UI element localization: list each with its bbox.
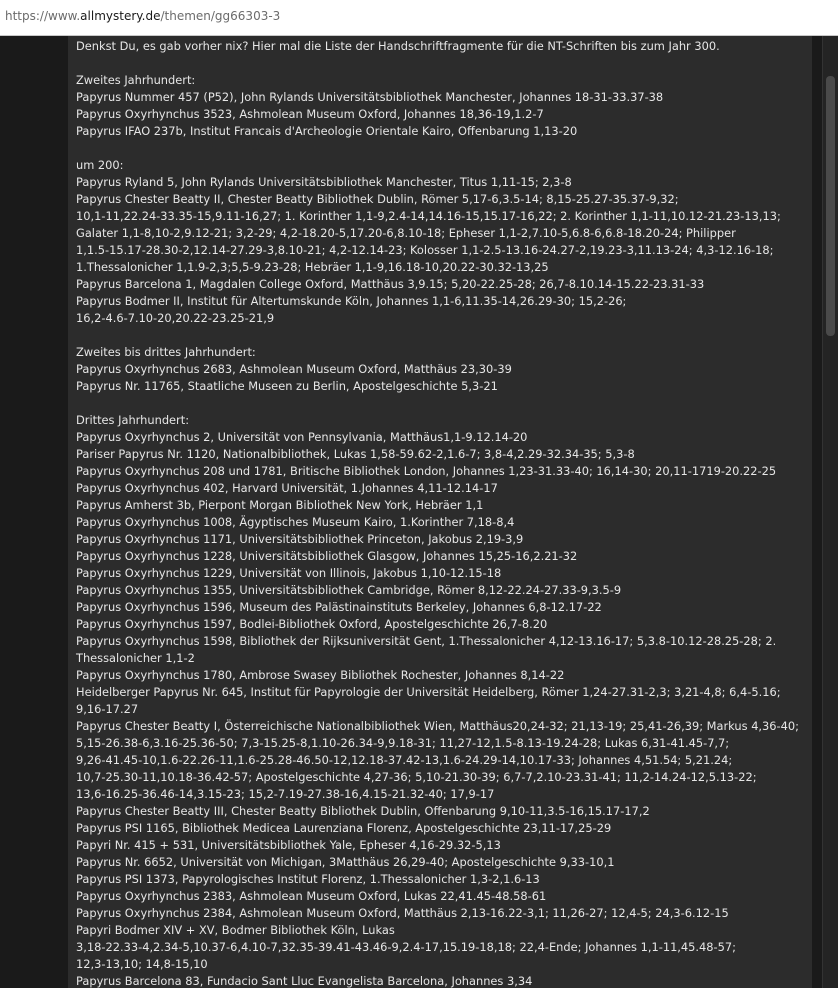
manuscript-entry: Papyrus IFAO 237b, Institut Francais d'Archeologie Orientale Kairo, Offenbarung 1,13-20 <box>76 124 578 138</box>
manuscript-entry: Papyrus PSI 1165, Bibliothek Medicea Laurenziana Florenz, Apostelgeschichte 23,11-17,25-29 <box>76 821 612 835</box>
post-body <box>76 38 806 988</box>
section-heading: um 200: <box>76 158 124 172</box>
manuscript-entry: 12,3-13,10; 14,8-15,10 <box>76 957 208 971</box>
manuscript-entry: Papyrus Nr. 6652, Universität von Michigan, 3Matthäus 26,29-40; Apostelgeschichte 9,33-10,1 <box>76 855 615 869</box>
url-path: /themen/gg66303-3 <box>160 9 281 23</box>
manuscript-entry: Papyrus Chester Beatty II, Chester Beatty Bibliothek Dublin, Römer 5,17-6,3.5-14; 8,15-25.27-35.37-9,32; <box>76 192 679 206</box>
manuscript-entry: Papyrus Oxyrhynchus 208 und 1781, Britische Bibliothek London, Johannes 1,23-31.33-40; 16,14-30; 20,11-1719-20.22-25 <box>76 464 777 478</box>
manuscript-entry: Papyrus Oxyrhynchus 2, Universität von Pennsylvania, Matthäus1,1-9.12.14-20 <box>76 430 528 444</box>
manuscript-entry: Galater 1,1-8,10-2,9.12-21; 3,2-29; 4,2-18.20-5,17.20-6,8.10-18; Epheser 1,1-2,7.10-5,6.8-6,6.8-18.20-24; Philipper <box>76 226 736 240</box>
manuscript-entry: 9,16-17.27 <box>76 702 139 716</box>
manuscript-entry: 10,1-11,22.24-33.35-15,9.11-16,27; 1. Korinther 1,1-9,2.4-14,14.16-15,15.17-16,22; 2. Korinther 1,1-11,10.12-21.23-13,13; <box>76 209 781 223</box>
vertical-scrollbar[interactable] <box>822 36 838 988</box>
manuscript-entry: 13,6-16.25-36.46-14,3.15-23; 15,2-7.19-27.38-16,4.15-21.32-40; 17,9-17 <box>76 787 495 801</box>
manuscript-entry: Heidelberger Papyrus Nr. 645, Institut für Papyrologie der Universität Heidelberg, Römer 1,24-27.31-2,3; 3,21-4,8; 6,4-5.16; <box>76 685 781 699</box>
forum-post <box>68 36 812 988</box>
manuscript-entry: Papyrus Oxyrhynchus 402, Harvard Universität, 1.Johannes 4,11-12.14-17 <box>76 481 498 495</box>
manuscript-entry: Papyrus Chester Beatty I, Österreichische Nationalbibliothek Wien, Matthäus20,24-32; 21,13-19; 25,41-26,39; Markus 4,36-40; <box>76 719 799 733</box>
manuscript-entry: Papyrus Oxyrhynchus 2384, Ashmolean Museum Oxford, Matthäus 2,13-16.22-3,1; 11,26-27; 12,4-5; 24,3-6.12-15 <box>76 906 729 920</box>
section-heading: Zweites bis drittes Jahrhundert: <box>76 345 256 359</box>
manuscript-entry: Papyrus Oxyrhynchus 3523, Ashmolean Museum Oxford, Johannes 18,36-19,1.2-7 <box>76 107 544 121</box>
manuscript-entry: Papyrus Oxyrhynchus 1780, Ambrose Swasey Bibliothek Rochester, Johannes 8,14-22 <box>76 668 565 682</box>
paragraph-spacer <box>76 55 806 72</box>
manuscript-entry: Papyrus Oxyrhynchus 2383, Ashmolean Museum Oxford, Lukas 22,41.45-48.58-61 <box>76 889 547 903</box>
manuscript-entry: 1.Thessalonicher 1,1.9-2,3;5,5-9.23-28; Hebräer 1,1-9,16.18-10,20.22-30.32-13,25 <box>76 260 549 274</box>
manuscript-entry: Papyri Bodmer XIV + XV, Bodmer Bibliothek Köln, Lukas <box>76 923 395 937</box>
manuscript-entry: Papyrus Oxyrhynchus 1598, Bibliothek der Rijksuniversität Gent, 1.Thessalonicher 4,12-13.16-17; 5,3.8-10.12-28.25-28; 2. <box>76 634 777 648</box>
manuscript-entry: Papyrus Oxyrhynchus 1228, Universitätsbibliothek Glasgow, Johannes 15,25-16,2.21-32 <box>76 549 578 563</box>
manuscript-entry: Papyrus PSI 1373, Papyrologisches Institut Florenz, 1.Thessalonicher 1,3-2,1.6-13 <box>76 872 540 886</box>
manuscript-entry: Papyrus Oxyrhynchus 1008, Ägyptisches Museum Kairo, 1.Korinther 7,18-8,4 <box>76 515 515 529</box>
manuscript-entry: Thessalonicher 1,1-2 <box>76 651 195 665</box>
manuscript-entry: Papyrus Oxyrhynchus 1229, Universität von Illinois, Jakobus 1,10-12.15-18 <box>76 566 502 580</box>
manuscript-entry: Pariser Papyrus Nr. 1120, Nationalbibliothek, Lukas 1,58-59.62-2,1.6-7; 3,8-4,2.29-32.34-35; 5,3-8 <box>76 447 635 461</box>
manuscript-entry: Papyrus Nr. 11765, Staatliche Museen zu Berlin, Apostelgeschichte 5,3-21 <box>76 379 498 393</box>
manuscript-entry: Papyrus Oxyrhynchus 1597, Bodlei-Bibliothek Oxford, Apostelgeschichte 26,7-8.20 <box>76 617 548 631</box>
manuscript-entry: Papyrus Barcelona 1, Magdalen College Oxford, Matthäus 3,9.15; 5,20-22.25-28; 26,7-8.10.14-15.22-23.31-33 <box>76 277 705 291</box>
url-host: allmystery.de <box>80 9 161 23</box>
manuscript-entry: 1,1.5-15.17-28.30-2,12.14-27.29-3,8.10-21; 4,2-12.14-23; Kolosser 1,1-2.5-13.16-24.27-2,19.23-3,11.13-24; 4,3-12.16-18; <box>76 243 774 257</box>
manuscript-entry: Papyrus Oxyrhynchus 2683, Ashmolean Museum Oxford, Matthäus 23,30-39 <box>76 362 512 376</box>
manuscript-entry: Papyrus Amherst 3b, Pierpont Morgan Bibliothek New York, Hebräer 1,1 <box>76 498 484 512</box>
section-heading: Drittes Jahrhundert: <box>76 413 190 427</box>
manuscript-entry: Papyrus Oxyrhynchus 1596, Museum des Palästinainstituts Berkeley, Johannes 6,8-12.17-22 <box>76 600 602 614</box>
manuscript-entry: Papyri Nr. 415 + 531, Universitätsbibliothek Yale, Epheser 4,16-29.32-5,13 <box>76 838 501 852</box>
scrollbar-thumb[interactable] <box>826 76 835 336</box>
manuscript-entry: Papyrus Oxyrhynchus 1171, Universitätsbibliothek Princeton, Jakobus 2,19-3,9 <box>76 532 524 546</box>
manuscript-entry: 16,2-4.6-7.10-20,20.22-23.25-21,9 <box>76 311 275 325</box>
page-left-margin <box>0 36 68 988</box>
section-heading: Zweites Jahrhundert: <box>76 73 196 87</box>
manuscript-entry: Papyrus Bodmer II, Institut für Altertumskunde Köln, Johannes 1,1-6,11.35-14,26.29-30; 15,2-26; <box>76 294 627 308</box>
manuscript-entry: Papyrus Ryland 5, John Rylands Universitätsbibliothek Manchester, Titus 1,11-15; 2,3-8 <box>76 175 572 189</box>
manuscript-entry: 9,26-41.45-10,1.6-22.26-11,1.6-25.28-46.50-12,12.18-37.42-13,1.6-24.29-14,10.17-33; Johannes 4,51.54; 5,21.24; <box>76 753 733 767</box>
url-text[interactable] <box>5 9 280 23</box>
paragraph-spacer <box>76 140 806 157</box>
manuscript-entry: Papyrus Chester Beatty III, Chester Beatty Bibliothek Dublin, Offenbarung 9,10-11,3.5-16,15.17-17,2 <box>76 804 650 818</box>
address-bar[interactable] <box>0 0 838 36</box>
post-intro: Denkst Du, es gab vorher nix? Hier mal die Liste der Handschriftfragmente für die NT-Schriften bis zum Jahr 300. <box>76 39 720 53</box>
url-prefix: https://www. <box>5 9 81 23</box>
manuscript-entry: Papyrus Nummer 457 (P52), John Rylands Universitätsbibliothek Manchester, Johannes 18-31-33.37-38 <box>76 90 664 104</box>
manuscript-entry: 3,18-22.33-4,2.34-5,10.37-6,4.10-7,32.35-39.41-43.46-9,2.4-17,15.19-18,18; 22,4-Ende; Johannes 1,1-11,45.48-57; <box>76 940 736 954</box>
paragraph-spacer <box>76 327 806 344</box>
manuscript-entry: Papyrus Barcelona 83, Fundacio Sant Lluc Evangelista Barcelona, Johannes 3,34 <box>76 974 533 988</box>
manuscript-entry: Papyrus Oxyrhynchus 1355, Universitätsbibliothek Cambridge, Römer 8,12-22.24-27.33-9,3.5-9 <box>76 583 622 597</box>
manuscript-entry: 10,7-25.30-11,10.18-36.42-57; Apostelgeschichte 4,27-36; 5,10-21.30-39; 6,7-7,2.10-23.31-41; 11,2-14.24-12,5.13-22; <box>76 770 757 784</box>
manuscript-entry: 5,15-26.38-6,3.16-25.36-50; 7,3-15.25-8,1.10-26.34-9,9.18-31; 11,27-12,1.5-8.13-19.24-28; Lukas 6,31-41.45-7,7; <box>76 736 730 750</box>
paragraph-spacer <box>76 395 806 412</box>
